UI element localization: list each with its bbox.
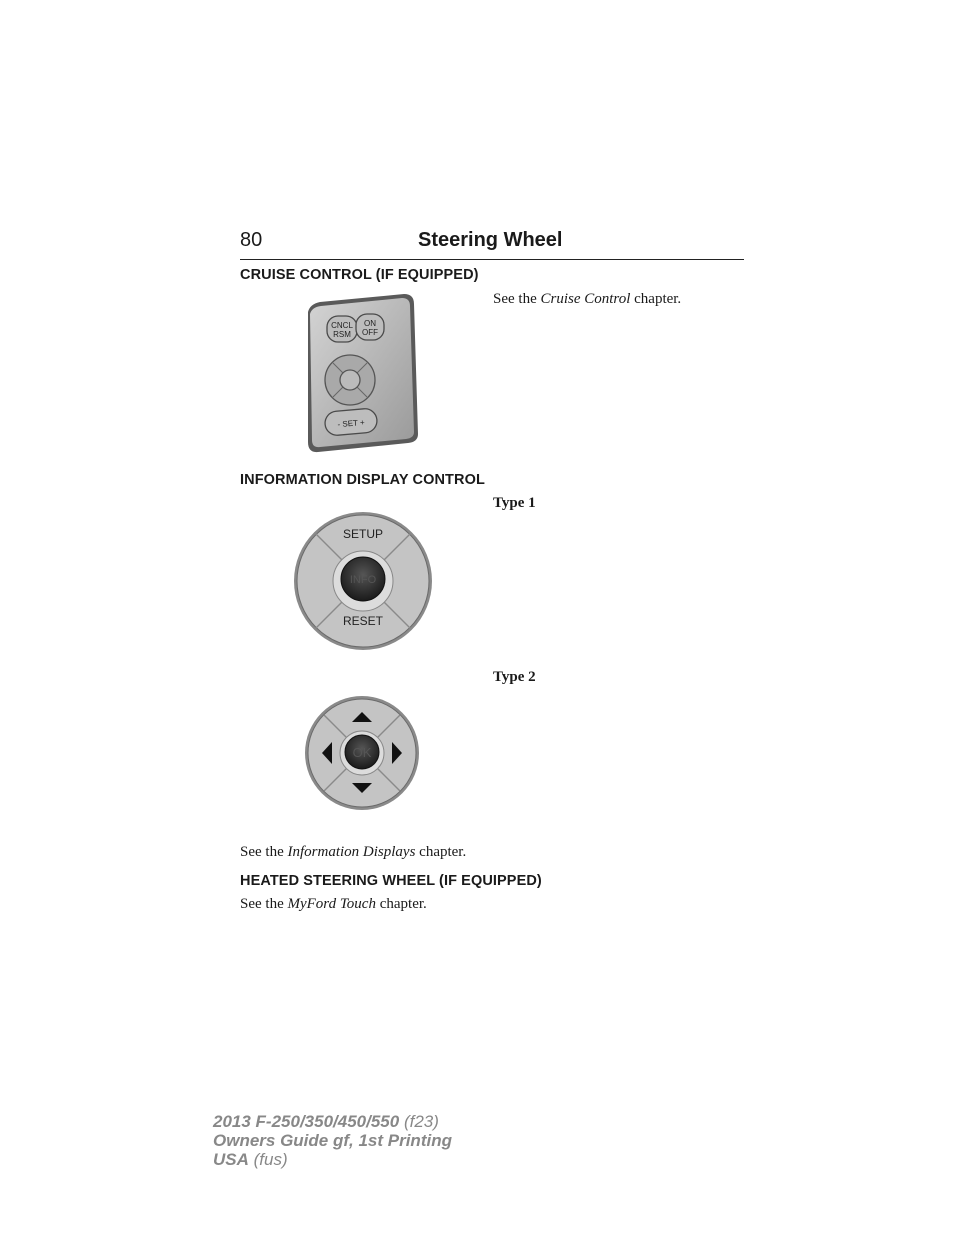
set-label: - SET + — [337, 417, 366, 430]
cruise-control-heading: CRUISE CONTROL (IF EQUIPPED) — [240, 267, 479, 283]
footer-line2: Owners Guide gf, 1st Printing — [213, 1131, 452, 1150]
cncl-label: CNCL — [331, 321, 353, 330]
info-display-type2-image — [302, 694, 422, 812]
info-display-type1-image — [290, 508, 436, 654]
on-label: ON — [364, 319, 376, 328]
myford-touch-link: MyFord Touch — [287, 896, 376, 912]
info-displays-link: Information Displays — [287, 844, 416, 860]
info-display-text: See the Information Displays chapter. — [240, 844, 467, 860]
page-title: Steering Wheel — [418, 229, 563, 251]
type1-label: Type 1 — [493, 495, 536, 511]
footer — [213, 1112, 452, 1169]
setup-label: SETUP — [342, 527, 384, 541]
heated-steering-heading: HEATED STEERING WHEEL (IF EQUIPPED) — [240, 873, 542, 889]
cruise-control-switch-image — [300, 292, 422, 456]
cruise-control-text: See the Cruise Control chapter. — [493, 291, 682, 307]
footer-line1: 2013 F-250/350/450/550 (f23) — [213, 1112, 439, 1131]
rsm-label: RSM — [333, 330, 351, 339]
heated-steering-text: See the MyFord Touch chapter. — [240, 896, 427, 912]
cruise-control-link: Cruise Control — [540, 291, 631, 307]
info-display-heading: INFORMATION DISPLAY CONTROL — [240, 472, 485, 488]
header-rule — [240, 259, 744, 260]
type2-label: Type 2 — [493, 669, 536, 685]
off-label: OFF — [362, 328, 378, 337]
reset-label: RESET — [342, 614, 384, 628]
page-number: 80 — [240, 229, 263, 251]
info-label: INFO — [349, 574, 377, 586]
footer-line3: USA (fus) — [213, 1150, 288, 1169]
ok-label: OK — [352, 745, 372, 760]
